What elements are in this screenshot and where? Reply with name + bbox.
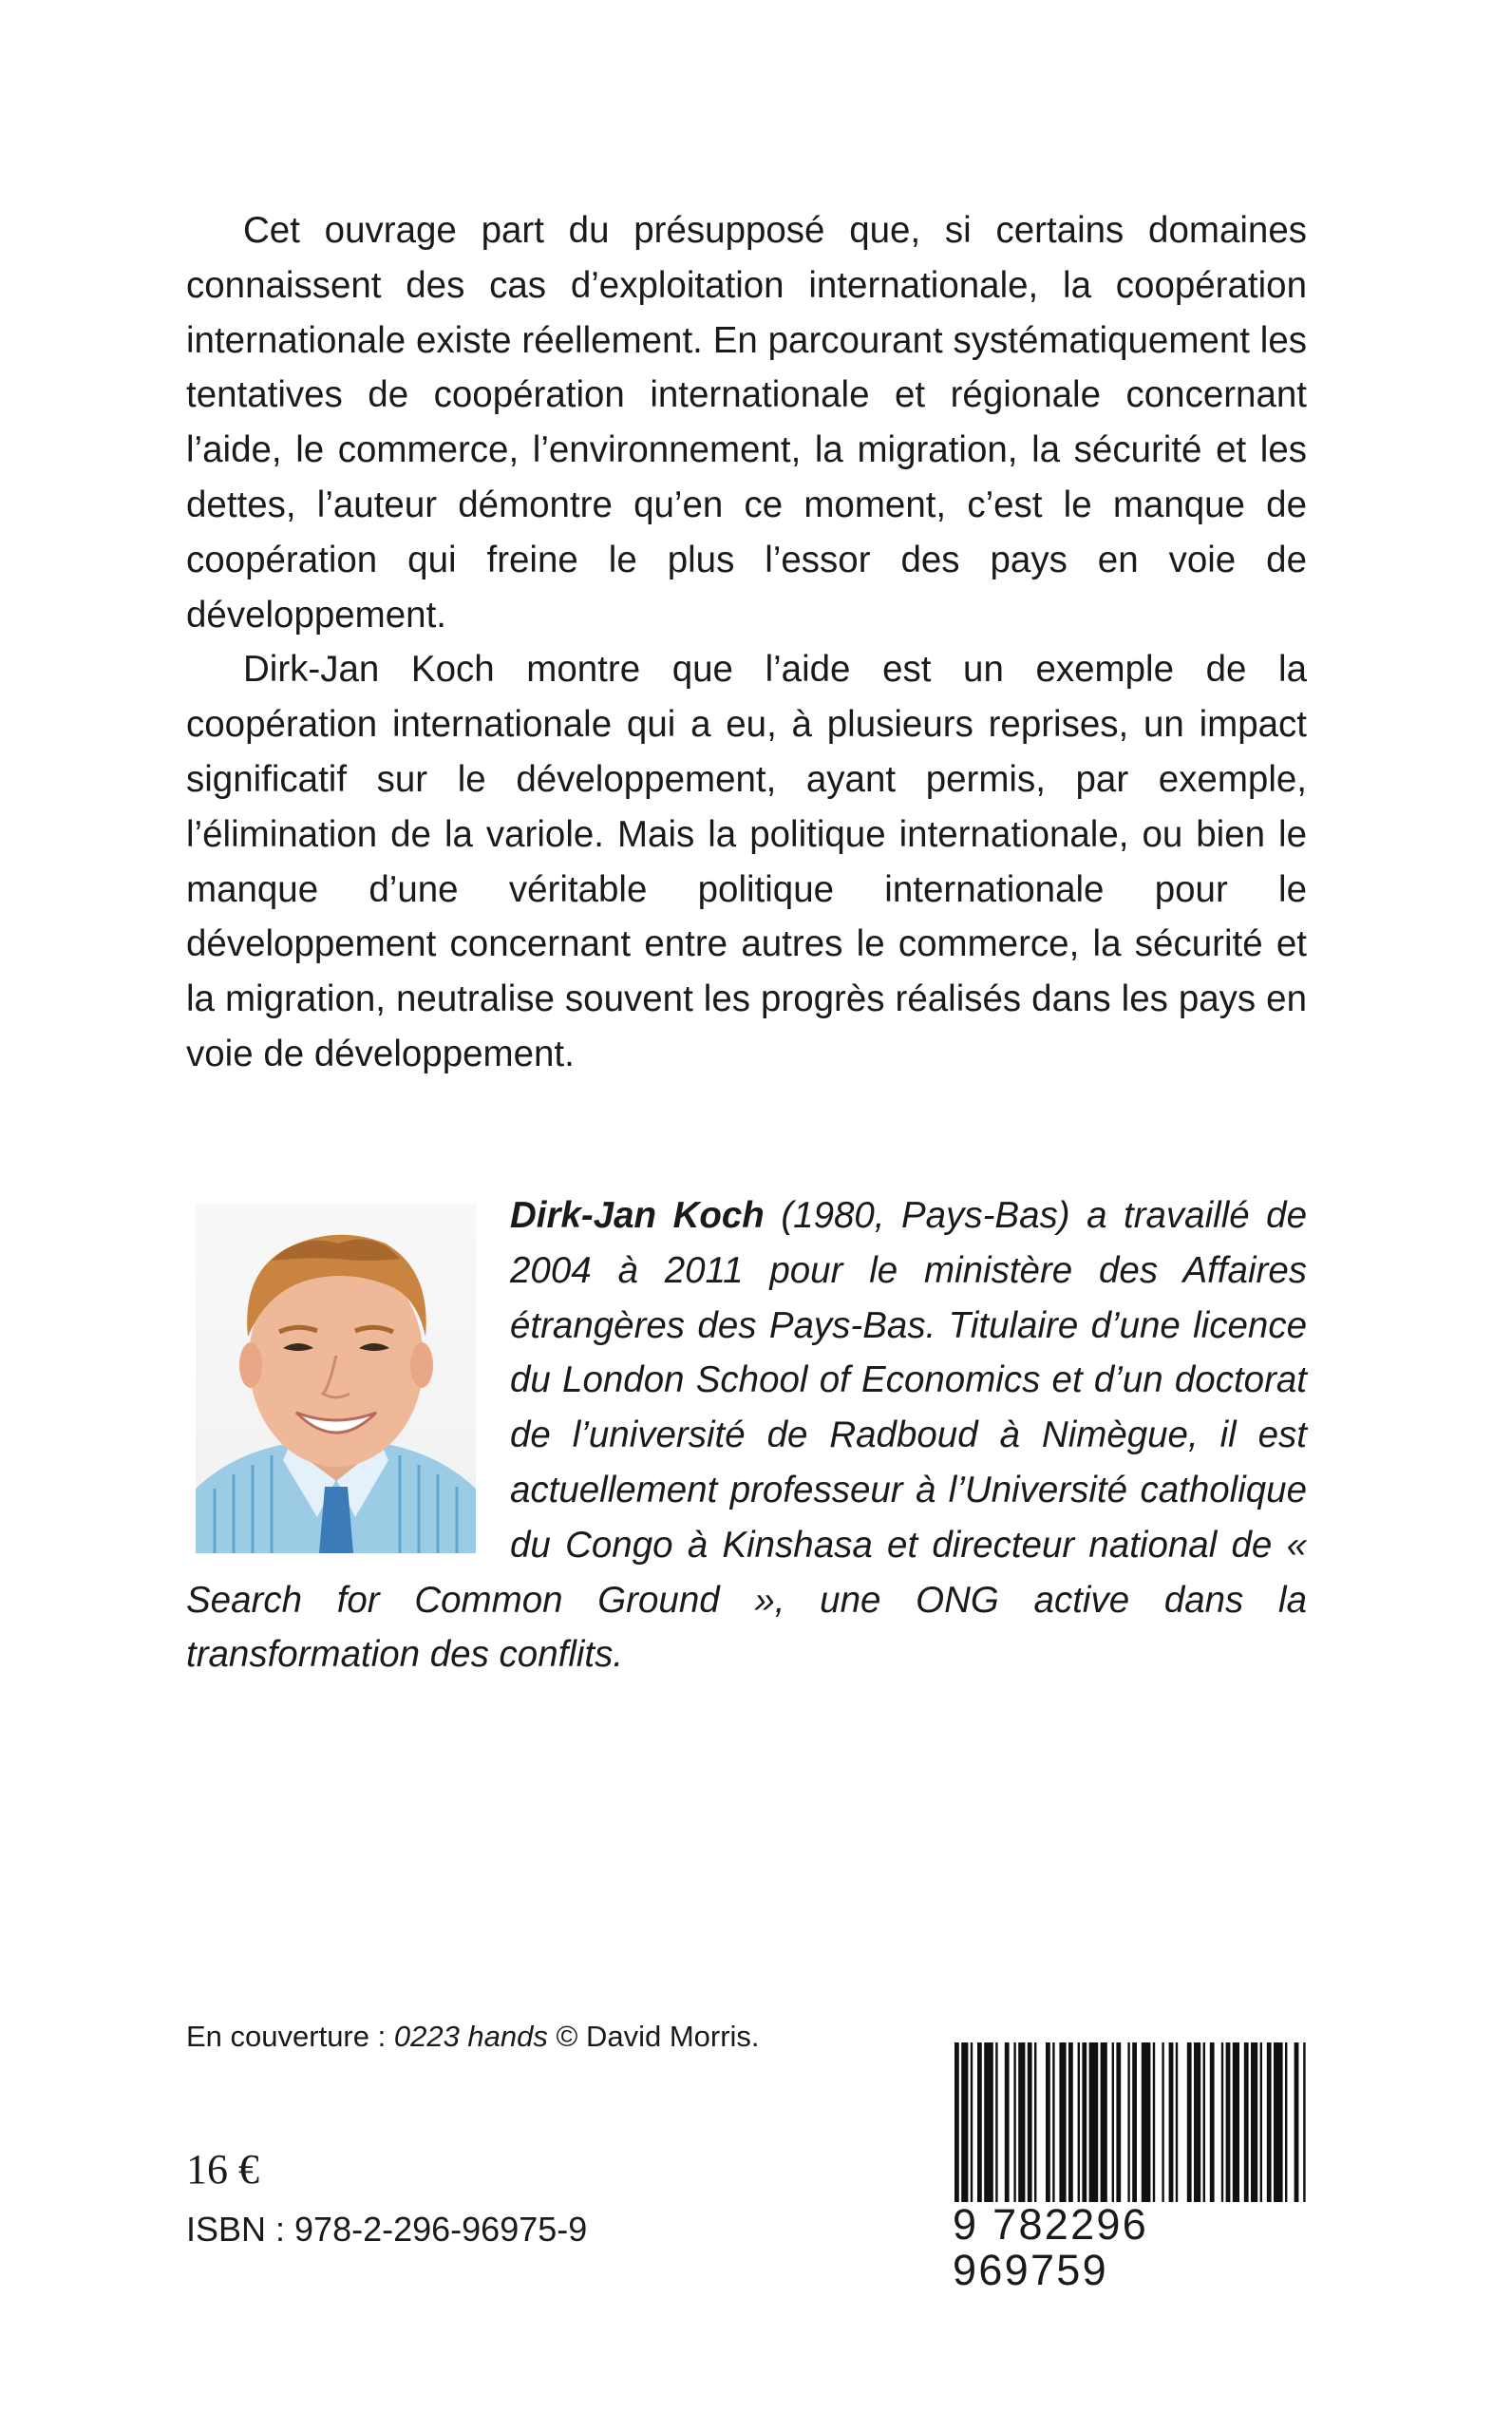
author-name: Dirk-Jan Koch: [510, 1195, 765, 1236]
blurb: [186, 203, 1307, 1082]
cover-work-title: 0223 hands: [393, 2020, 548, 2053]
blurb-paragraph-1: Cet ouvrage part du présupposé que, si certains domaines connaissent des cas d’exploitation internationale, la coopération internationale existe réellement. En parcourant systématiquement les tentatives de coopération internationale et régionale concernant l’aide, le commerce, l’environnement, la migration, la sécurité et les dettes, l’auteur démontre qu’en ce moment, c’est le manque de coopération qui freine le plus l’essor des pays en voie de développement.: [186, 210, 1307, 636]
blurb-paragraph-2: Dirk-Jan Koch montre que l’aide est un exemple de la coopération internationale qui a eu, à plusieurs reprises, un impact significatif sur le développement, ayant permis, par exemple, l’élimination de la variole. Mais la politique internationale, ou bien le manque d’une véritable politique internationale pour le développement concernant entre autres le commerce, la sécurité et la migration, neutralise souvent les progrès réalisés dans les pays en voie de développement.: [186, 649, 1307, 1074]
author-bio-text: (1980, Pays-Bas) a travaillé de 2004 à 2011 pour le ministère des Affaires étrangères des Pays-Bas. Titulaire d’une licence du London School of Economics et d’un doctorat de l’université de Radboud à Nimègue, il est actuellement professeur à l’Université catholique du Congo à Kinshasa et directeur national de « Search for Common Ground », une ONG active dans la transformation des conflits.: [186, 1195, 1307, 1676]
barcode-digits: 9 782296 969759: [953, 2202, 1314, 2293]
price: 16 €: [186, 2146, 259, 2193]
cover-credit: En couverture : 0223 hands © David Morris.: [186, 2020, 760, 2053]
author-photo: [196, 1204, 476, 1553]
isbn: ISBN : 978-2-296-96975-9: [186, 2210, 588, 2249]
author-bio: [186, 1188, 1307, 1682]
